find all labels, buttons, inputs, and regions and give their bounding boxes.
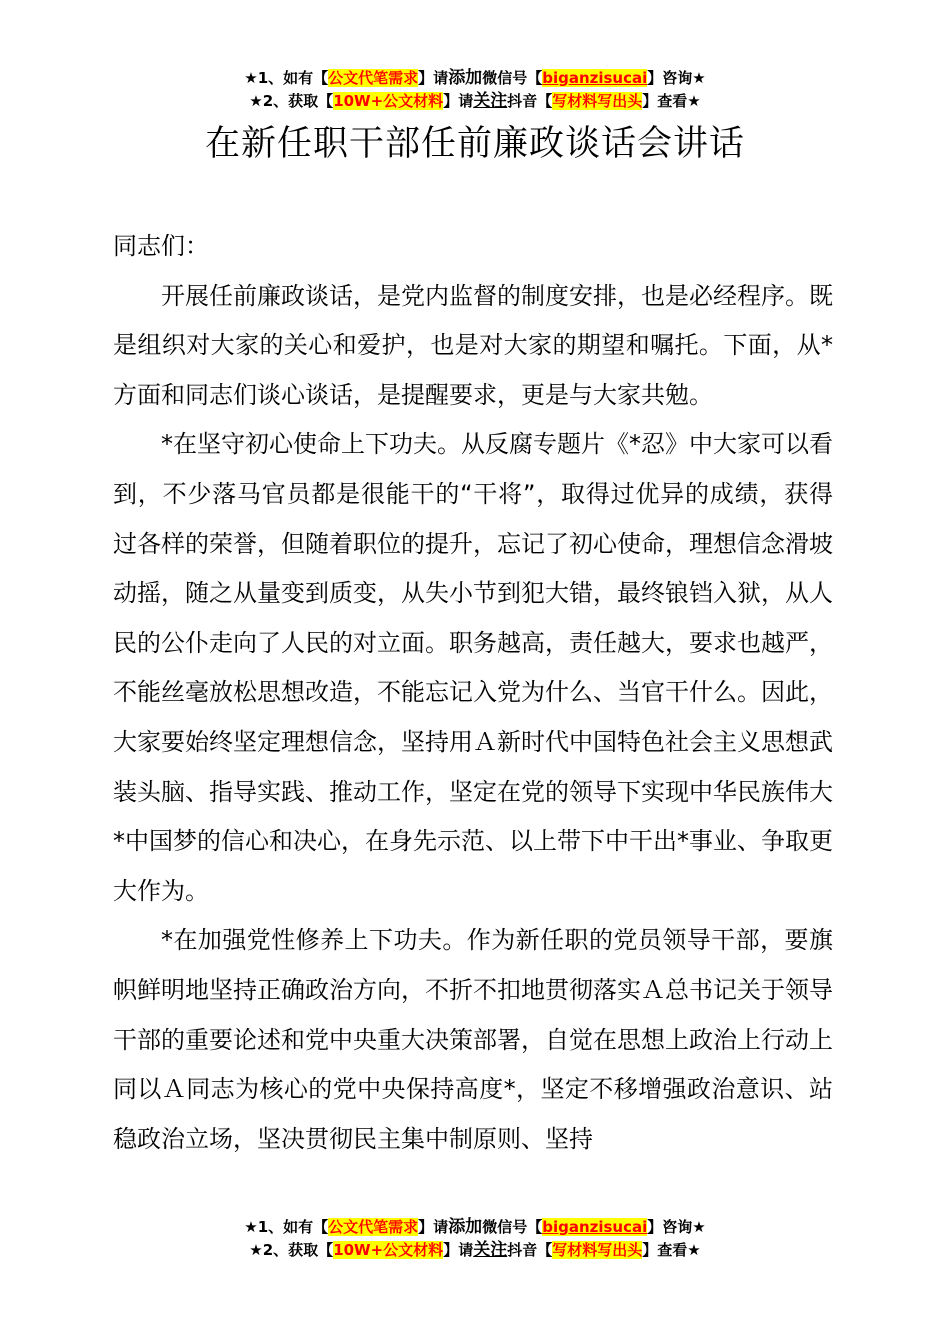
ad-line-1 [0, 1216, 950, 1239]
ad-line-2-mid2: 抖音【 [507, 92, 553, 110]
paragraph-intro: 开展任前廉政谈话，是党内监督的制度安排，也是必经程序。既是组织对大家的关心和爱护，也是对大家的期望和嘱托。下面，从*方面和同志们谈心谈话，是提醒要求，更是与大家共勉。 [113, 281, 833, 409]
bottom-ad-banner [0, 1216, 950, 1262]
ad-line-2-mid: 】请 [443, 1241, 474, 1259]
ad-highlight-service: 公文代笔需求 [328, 1218, 419, 1236]
document-body [113, 222, 833, 1164]
ad-line-1-prefix: ★1、如有【 [244, 1218, 329, 1236]
ad-line-2-prefix: ★2、获取【 [249, 92, 334, 110]
ad-line-2 [0, 90, 950, 113]
ad-highlight-materials: 10W+公文材料 [333, 92, 444, 110]
ad-line-1-mid2: 微信号【 [482, 1218, 543, 1236]
ad-line-1-emphasis: 添加 [448, 1217, 483, 1237]
paragraph-point-two: *在加强党性修养上下功夫。作为新任职的党员领导干部，要旗帜鲜明地坚持正确政治方向，不折不扣地贯彻落实Ａ总书记关于领导干部的重要论述和党中央重大决策部署，自觉在思想上政治上行动上同以Ａ同志为核心的党中央保持高度*，坚定不移增强政治意识、站稳政治立场，坚决贯彻民主集中制原则、坚持 [113, 926, 833, 1153]
ad-line-1-emphasis: 添加 [448, 68, 483, 88]
ad-highlight-service: 公文代笔需求 [328, 69, 419, 87]
ad-line-2-mid2: 抖音【 [507, 1241, 553, 1259]
ad-line-2-suffix: 】查看★ [642, 1241, 701, 1259]
ad-highlight-wechat-id: biganzisucai [542, 69, 648, 87]
ad-highlight-wechat-id: biganzisucai [542, 1218, 648, 1236]
top-ad-banner [0, 67, 950, 113]
ad-line-2-prefix: ★2、获取【 [249, 1241, 334, 1259]
ad-line-2-mid: 】请 [443, 92, 474, 110]
ad-line-1-mid: 】请 [418, 69, 449, 87]
ad-line-1-suffix: 】咨询★ [647, 69, 706, 87]
document-title: 在新任职干部任前廉政谈话会讲话 [204, 124, 745, 164]
paragraph-point-one: *在坚守初心使命上下功夫。从反腐专题片《*忍》中大家可以看到，不少落马官员都是很能干的“干将”，取得过优异的成绩，获得过各样的荣誉，但随着职位的提升，忘记了初心使命，理想信念滑坡动摇，随之从量变到质变，从失小节到犯大错，最终锒铛入狱，从人民的公仆走向了人民的对立面。职务越高，责任越大，要求也越严，不能丝毫放松思想改造，不能忘记入党为什么、当官干什么。因此，大家要始终坚定理想信念，坚持用Ａ新时代中国特色社会主义思想武装头脑、指导实践、推动工作，坚定在党的领导下实现中华民族伟大*中国梦的信心和决心，在身先示范、以上带下中干出*事业、争取更大作为。 [113, 430, 833, 905]
ad-highlight-materials: 10W+公文材料 [333, 1241, 444, 1259]
ad-line-1-prefix: ★1、如有【 [244, 69, 329, 87]
ad-line-2-emphasis: 关注 [473, 91, 508, 111]
ad-highlight-douyin: 写材料写出头 [552, 1241, 643, 1259]
ad-line-1-mid2: 微信号【 [482, 69, 543, 87]
salutation: 同志们： [113, 232, 209, 260]
ad-line-2 [0, 1239, 950, 1262]
ad-line-2-emphasis: 关注 [473, 1240, 508, 1260]
ad-line-1 [0, 67, 950, 90]
ad-line-1-mid: 】请 [418, 1218, 449, 1236]
ad-line-2-suffix: 】查看★ [642, 92, 701, 110]
ad-line-1-suffix: 】咨询★ [647, 1218, 706, 1236]
ad-highlight-douyin: 写材料写出头 [552, 92, 643, 110]
